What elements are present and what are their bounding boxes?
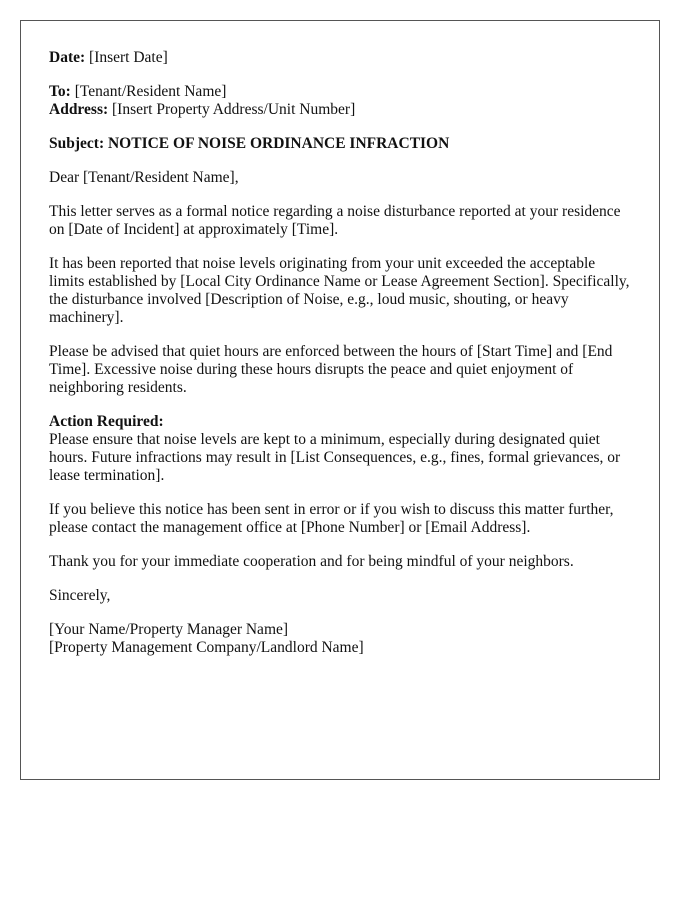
salutation: Dear [Tenant/Resident Name], xyxy=(49,169,239,186)
address-line xyxy=(49,101,631,119)
closing: Sincerely, xyxy=(49,587,111,604)
action-text: Please ensure that noise levels are kept to a minimum, especially during designated quiet hours. Future infractions may result in [List Consequences, e.g., fines, formal grievances, or lease termination]. xyxy=(49,431,621,484)
address-label: Address: xyxy=(49,101,109,118)
to-value: [Tenant/Resident Name] xyxy=(74,83,227,100)
date-label: Date: xyxy=(49,49,86,66)
to-line xyxy=(49,83,631,101)
paragraph-quiet-hours: Please be advised that quiet hours are enforced between the hours of [Start Time] and [End Time]. Excessive noise during these hours disrupts the peace and quiet enjoyment of neighboring residents. xyxy=(49,343,613,396)
action-heading: Action Required: xyxy=(49,413,164,430)
action-required-section xyxy=(49,413,631,485)
signature-company: [Property Management Company/Landlord Name] xyxy=(49,639,364,656)
subject-line xyxy=(49,135,631,153)
address-value: [Insert Property Address/Unit Number] xyxy=(112,101,356,118)
paragraph-ordinance: It has been reported that noise levels originating from your unit exceeded the acceptable limits established by [Local City Ordinance Name or Lease Agreement Section]. Specifically, the disturbance involved [Description of Noise, e.g., loud music, shouting, or heavy machinery]. xyxy=(49,255,630,326)
recipient-block xyxy=(49,83,631,119)
paragraph-incident: This letter serves as a formal notice regarding a noise disturbance reported at your residence on [Date of Incident] at approximately [Time]. xyxy=(49,203,621,238)
subject-label: Subject: xyxy=(49,135,105,152)
letter-document xyxy=(20,20,660,780)
paragraph-thanks: Thank you for your immediate cooperation and for being mindful of your neighbors. xyxy=(49,553,574,570)
to-label: To: xyxy=(49,83,71,100)
date-line xyxy=(49,49,631,67)
signature-block xyxy=(49,621,631,657)
date-value: [Insert Date] xyxy=(89,49,168,66)
subject-value: NOTICE OF NOISE ORDINANCE INFRACTION xyxy=(107,135,450,152)
paragraph-contact: If you believe this notice has been sent in error or if you wish to discuss this matter further, please contact the management office at [Phone Number] or [Email Address]. xyxy=(49,501,614,536)
signature-name: [Your Name/Property Manager Name] xyxy=(49,621,289,638)
